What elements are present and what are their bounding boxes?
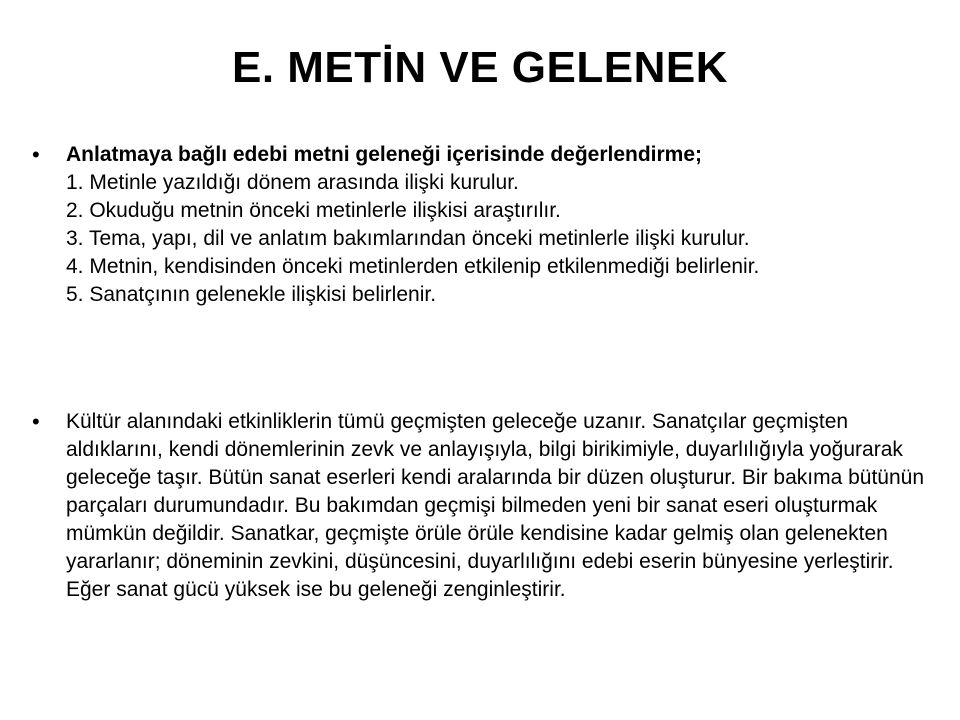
bullet-item-1 [32, 141, 926, 309]
list-item-2: 2. Okuduğu metnin önceki metinlerle ilişkisi araştırılır. [66, 199, 561, 222]
list-item-5: 5. Sanatçının gelenekle ilişkisi belirlenir. [66, 283, 437, 306]
bullet-item-2 [32, 408, 926, 604]
bullet-paragraph: Kültür alanındaki etkinliklerin tümü geçmişten geleceğe uzanır. Sanatçılar geçmişten aldıklarını, kendi dönemlerinin zevk ve anlayışıyla, bilgi birikimiyle, duyarlılığıyla yoğurarak geleceğe taşır. Bütün sanat eserleri kendi aralarında bir düzen oluşturur. Bir bakıma bütünün parçaları durumundadır. Bu bakımdan geçmişi bilmeden yeni bir sanat eseri oluşturmak mümkün değildir. Sanatkar, geçmişte örüle örüle kendisine kadar gelmiş olan gelenekten yararlanır; döneminin zevkini, düşüncesini, duyarlılığını edebi eserin bünyesine yerleştirir. Eğer sanat gücü yüksek ise bu geleneği zenginleştirir. [66, 410, 925, 601]
bullet-heading: Anlatmaya bağlı edebi metni geleneği içerisinde değerlendirme; [66, 143, 703, 166]
list-item-3: 3. Tema, yapı, dil ve anlatım bakımlarından önceki metinlerle ilişki kurulur. [66, 227, 750, 250]
bullet-marker: • [32, 142, 40, 167]
slide-title: E. METİN VE GELENEK [231, 43, 728, 92]
list-item-4: 4. Metnin, kendisinden önceki metinlerden etkilenip etkilenmediği belirlenir. [66, 255, 760, 278]
bullet-marker: • [32, 409, 40, 434]
list-item-1: 1. Metinle yazıldığı dönem arasında ilişki kurulur. [66, 171, 519, 194]
